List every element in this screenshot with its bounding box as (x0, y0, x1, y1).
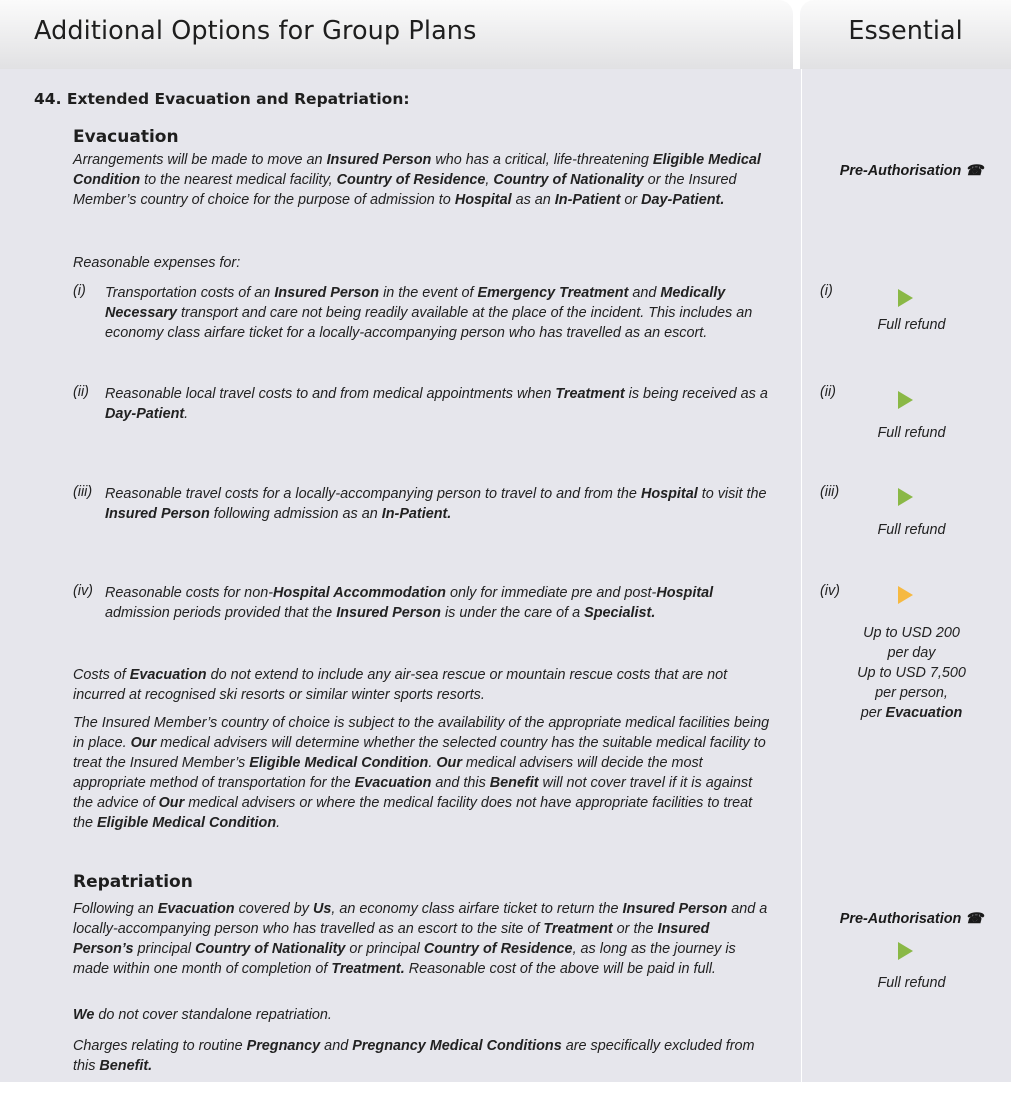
evacuation-pre-authorisation: Pre-Authorisation ☎ (839, 163, 984, 179)
item-number: (ii) (73, 384, 89, 400)
item-text: Reasonable travel costs for a locally-accompanying person to travel to and from the Hospital to visit the Insured Person following admission as an In-Patient. (105, 486, 767, 522)
item-text: Reasonable costs for non-Hospital Accommodation only for immediate pre and post-Hospital admission periods provided that the Insured Person is under the care of a Specialist. (105, 585, 714, 621)
page-title: Additional Options for Group Plans (34, 16, 477, 46)
evacuation-heading: Evacuation (73, 127, 179, 147)
benefit-value: Full refund (877, 522, 946, 538)
section-title: 44. Extended Evacuation and Repatriation: (34, 90, 410, 108)
green-triangle-icon (898, 942, 913, 960)
item-text: Transportation costs of an Insured Person in the event of Emergency Treatment and Medically Necessary transport and care not being readily available at the place of the incident. This includes an economy class airfare ticket for a locally-accompanying person who has travelled as an escort. (105, 285, 753, 341)
benefit-item-number: (iv) (820, 583, 840, 599)
header-left (0, 0, 793, 69)
green-triangle-icon (898, 391, 913, 409)
green-triangle-icon (898, 289, 913, 307)
repatriation-note-standalone: We do not cover standalone repatriation. (73, 1007, 332, 1023)
evacuation-intro: Arrangements will be made to move an Insured Person who has a critical, life-threatening Eligible Medical Condition to the nearest medical facility, Country of Residence, Country of Nationality or the Insured Member’s country of choice for the purpose of admission to Hospital as an In-Patient or Day-Patient. (73, 152, 761, 208)
item-number: (i) (73, 283, 86, 299)
item-text: Reasonable local travel costs to and from medical appointments when Treatment is being received as a Day-Patient. (105, 386, 768, 422)
repatriation-heading: Repatriation (73, 872, 193, 892)
header-right (800, 0, 1011, 69)
item-number: (iii) (73, 484, 93, 500)
green-triangle-icon (898, 488, 913, 506)
benefit-item-number: (i) (820, 283, 833, 299)
item-number: (iv) (73, 583, 93, 599)
amber-triangle-icon (898, 586, 913, 604)
benefit-panel (802, 69, 1011, 1082)
benefit-item-number: (iii) (820, 484, 840, 500)
repatriation-pre-authorisation: Pre-Authorisation ☎ (839, 911, 984, 927)
benefit-value: Full refund (877, 425, 946, 441)
repatriation-benefit-value: Full refund (877, 975, 946, 991)
benefit-value: Up to USD 200 per day Up to USD 7,500 per person, per Evacuation (857, 625, 966, 721)
evacuation-note-exclusions: Costs of Evacuation do not extend to include any air-sea rescue or mountain rescue costs that are not incurred at recognised ski resorts or similar winter sports resorts. (73, 667, 728, 703)
evacuation-note-country-choice: The Insured Member’s country of choice is subject to the availability of the appropriate medical facilities being in place. Our medical advisers will determine whether the selected country has the suitable medical facility to treat the Insured Member’s Eligible Medical Condition. Our medical advisers will decide the most appropriate method of transportation for the Evacuation and this Benefit will not cover travel if it is against the advice of Our medical advisers or where the medical facility does not have appropriate facilities to treat the Eligible Medical Condition. (73, 715, 770, 831)
benefit-value: Full refund (877, 317, 946, 333)
plan-column-title: Essential (848, 16, 963, 46)
benefit-item-number: (ii) (820, 384, 836, 400)
repatriation-note-pregnancy: Charges relating to routine Pregnancy and Pregnancy Medical Conditions are specifically excluded from this Benefit. (73, 1038, 755, 1074)
repatriation-text: Following an Evacuation covered by Us, an economy class airfare ticket to return the Insured Person and a locally-accompanying person who has travelled as an escort to the site of Treatment or the Insured Person’s principal Country of Nationality or principal Country of Residence, as long as the journey is made within one month of completion of Treatment. Reasonable cost of the above will be paid in full. (73, 901, 768, 977)
reasonable-expenses-label: Reasonable expenses for: (73, 255, 241, 271)
